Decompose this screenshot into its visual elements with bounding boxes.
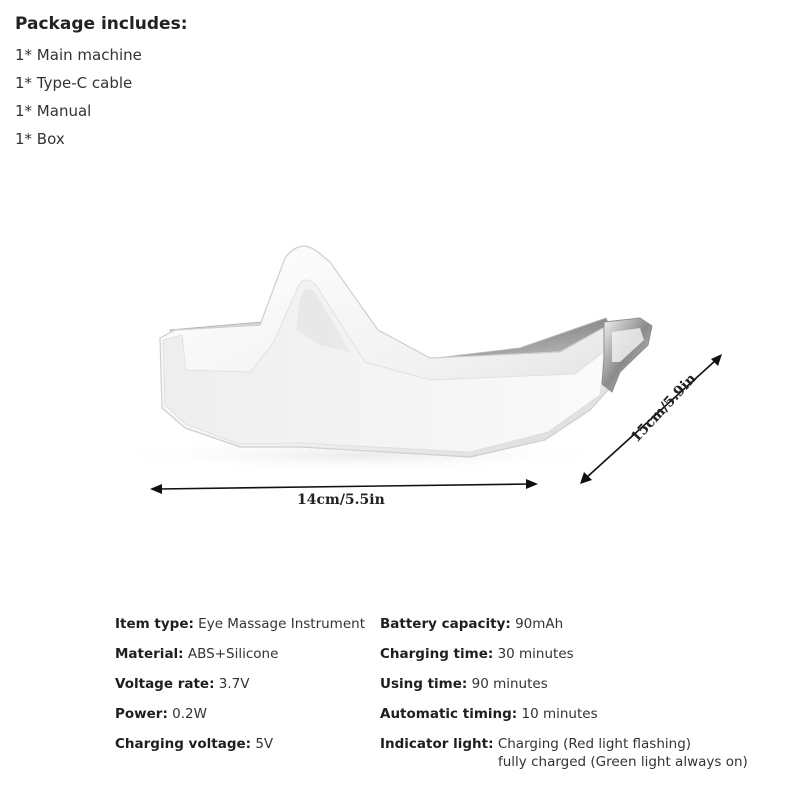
spec-value: 5V: [255, 736, 274, 752]
spec-indicator-light: [380, 732, 748, 770]
package-item: 1* Type-C cable: [15, 74, 133, 92]
package-item: 1* Manual: [15, 102, 92, 120]
spec-automatic-timing: [380, 702, 748, 732]
spec-using-time: [380, 672, 748, 702]
spec-key: Charging time:: [380, 646, 494, 662]
spec-charging-time: [380, 642, 748, 672]
package-title: Package includes:: [15, 14, 188, 34]
package-item: 1* Box: [15, 130, 65, 148]
package-item: 1* Main machine: [15, 46, 142, 64]
spec-key: Using time:: [380, 676, 468, 692]
spec-key: Charging voltage:: [115, 736, 252, 752]
spec-key: Material:: [115, 646, 184, 662]
spec-key: Item type:: [115, 616, 194, 632]
spec-value: 10 minutes: [521, 706, 598, 722]
spec-value: 3.7V: [218, 676, 250, 692]
spec-value: 90 minutes: [471, 676, 548, 692]
spec-key: Battery capacity:: [380, 616, 511, 632]
spec-material: [115, 642, 365, 672]
spec-key: Automatic timing:: [380, 706, 518, 722]
spec-key: Indicator light:: [380, 736, 494, 752]
spec-value: 30 minutes: [497, 646, 574, 662]
specs-right-column: [380, 612, 748, 770]
spec-value: Charging (Red light flashing): [497, 736, 692, 752]
spec-value: 90mAh: [515, 616, 564, 632]
spec-item-type: [115, 612, 365, 642]
width-dimension-label: 14cm/5.5in: [297, 492, 385, 508]
spec-value: ABS+Silicone: [187, 646, 279, 662]
height-dimension-label: 15cm/5.9in: [628, 370, 700, 446]
spec-value-sub: fully charged (Green light always on): [498, 754, 748, 770]
specs-left-column: [115, 612, 365, 762]
spec-power: [115, 702, 365, 732]
spec-voltage-rate: [115, 672, 365, 702]
spec-value: 0.2W: [172, 706, 207, 722]
spec-key: Voltage rate:: [115, 676, 215, 692]
spec-charging-voltage: [115, 732, 365, 762]
spec-key: Power:: [115, 706, 168, 722]
spec-battery-capacity: [380, 612, 748, 642]
spec-value: Eye Massage Instrument: [198, 616, 365, 632]
